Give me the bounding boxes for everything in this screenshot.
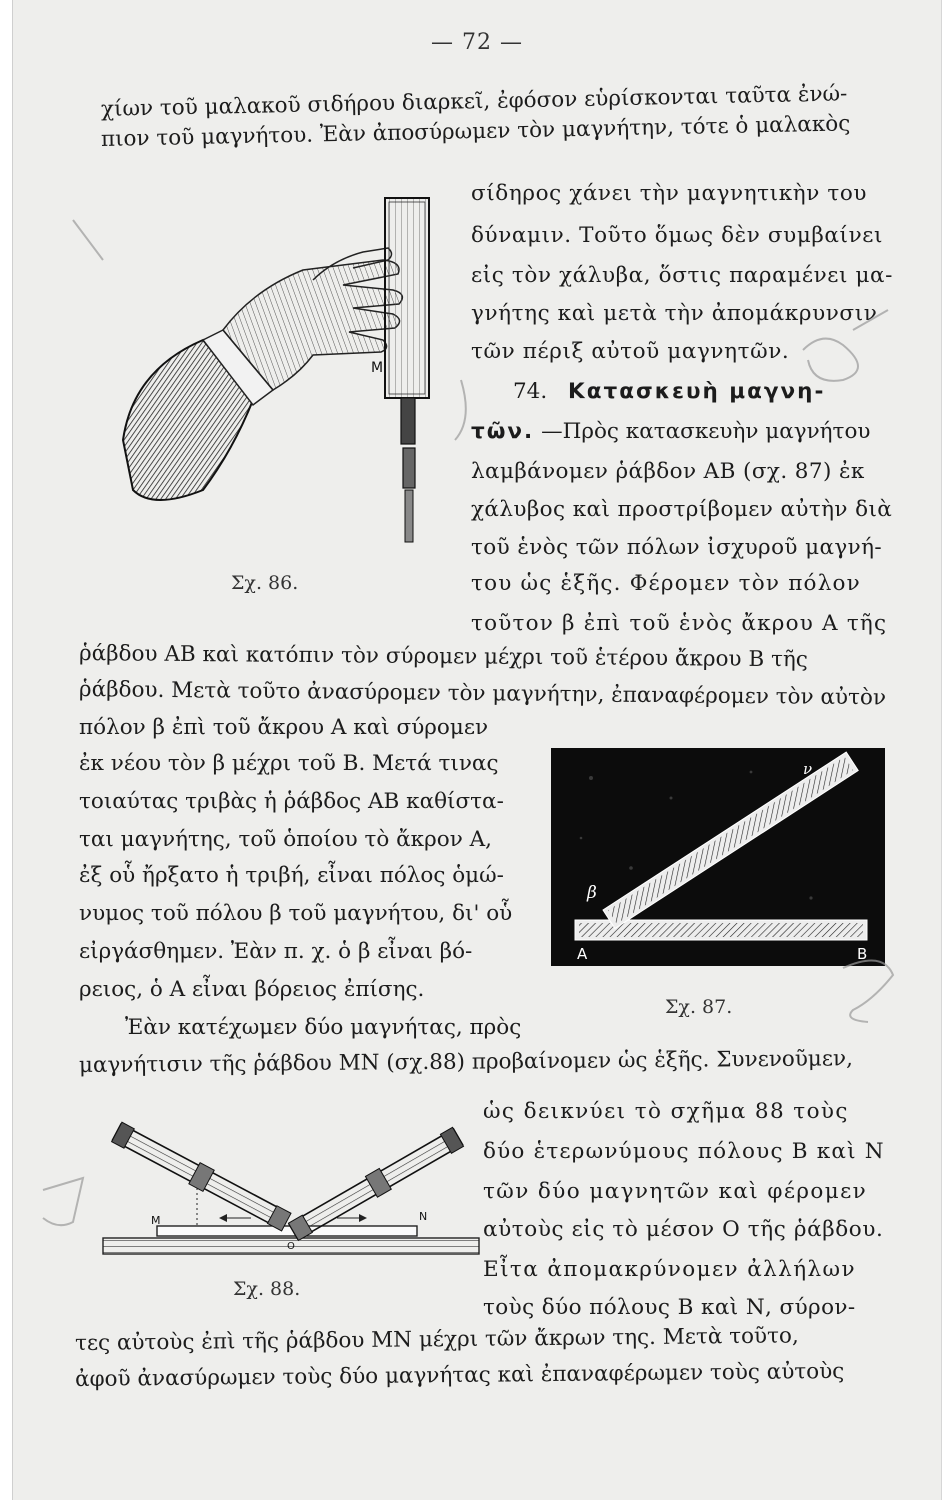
text-line: τοὺς δύο πόλους Β καὶ Ν, σύρον-: [483, 1295, 856, 1320]
text-line: ῥάβδου ΑΒ καὶ κατόπιν τὸν σύρομεν μέχρι τοῦ ἑτέρου ἄκρου Β τῆς: [78, 641, 808, 673]
text-line: γνήτης καὶ μετὰ τὴν ἀπομάκρυνσιν: [471, 301, 878, 326]
figure-87-caption: Σχ. 87.: [665, 996, 733, 1018]
figure-88-label-n: N: [419, 1210, 428, 1223]
text-line: δύο ἑτερωνύμους πόλους Β καὶ Ν: [483, 1139, 885, 1164]
text-line: δύναμιν. Τοῦτο ὅμως δὲν συμβαίνει: [471, 223, 884, 248]
text-line: ἀφοῦ ἀνασύρωμεν τοὺς δύο μαγνήτας καὶ ἐπαναφέρωμεν τοὺς αὐτοὺς: [74, 1358, 845, 1392]
text-line: εἰργάσθημεν. Ἐὰν π. χ. ὁ β εἶναι βό-: [79, 939, 473, 964]
text-line: του ὡς ἑξῆς. Φέρομεν τὸν πόλον: [471, 571, 861, 596]
section-title: Κατασκευὴ μαγνη-: [568, 379, 826, 404]
text-line: χάλυβος καὶ προστρίβομεν αὐτὴν διὰ: [471, 497, 893, 522]
text-line: λαμβάνομεν ῥάβδον ΑΒ (σχ. 87) ἐκ: [471, 459, 865, 484]
text-line: νυμος τοῦ πόλου β τοῦ μαγνήτου, δι' οὗ: [79, 901, 513, 926]
text-line: ἐξ οὗ ἤρξατο ἡ τριβή, εἶναι πόλος ὁμώ-: [79, 863, 504, 888]
book-page: [12, 0, 942, 1500]
text-line: τῶν δύο μαγνητῶν καὶ φέρομεν: [483, 1179, 868, 1204]
text-line: ὡς δεικνύει τὸ σχῆμα 88 τοὺς: [483, 1099, 849, 1124]
section-title-end: τῶν.: [471, 419, 535, 444]
text-line: τῶν πέριξ αὐτοῦ μαγνητῶν.: [471, 339, 790, 364]
text-line: αὐτοὺς εἰς τὸ μέσον Ο τῆς ῥάβδου.: [483, 1217, 884, 1242]
text-line: τες αὐτοὺς ἐπὶ τῆς ῥάβδου ΜΝ μέχρι τῶν ἄκρων της. Μετὰ τοῦτο,: [74, 1323, 799, 1356]
page-number: — 72 —: [431, 30, 523, 55]
text-line: μαγνήτισιν τῆς ῥάβδου ΜΝ (σχ.88) προβαίνομεν ὡς ἑξῆς. Συνενοῦμεν,: [78, 1046, 853, 1078]
text-line: τοιαύτας τριβὰς ἡ ῥάβδος ΑΒ καθίστα-: [79, 789, 504, 814]
figure-88-label-m: M: [151, 1214, 161, 1227]
text-line: ρειος, ὁ Α εἶναι βόρειος ἐπίσης.: [79, 977, 425, 1002]
text-line: τῶν. —Πρὸς κατασκευὴν μαγνήτου: [471, 419, 871, 444]
section-number: 74.: [513, 379, 548, 404]
figure-86-caption: Σχ. 86.: [231, 572, 299, 594]
text-line: πόλον β ἐπὶ τοῦ ἄκρου Α καὶ σύρομεν: [79, 715, 489, 740]
text-line: πιον τοῦ μαγνήτου. Ἐὰν ἀποσύρωμεν τὸν μαγνήτην, τότε ὁ μαλακὸς: [100, 111, 851, 152]
text-line: τοῦτον β ἐπὶ τοῦ ἑνὸς ἄκρου Α τῆς: [471, 611, 888, 636]
text-line: χίων τοῦ μαλακοῦ σιδήρου διαρκεῖ, ἐφόσον εὑρίσκονται ταῦτα ἐνώ-: [100, 81, 848, 122]
figure-87-label-beta: β: [587, 883, 597, 903]
text-line: τοῦ ἑνὸς τῶν πόλων ἰσχυροῦ μαγνή-: [471, 535, 883, 560]
text-line: ἐκ νέου τὸν β μέχρι τοῦ Β. Μετά τινας: [79, 751, 499, 776]
figure-87-label-a: A: [577, 945, 588, 963]
figure-88-label-o: O: [287, 1241, 295, 1252]
pencil-marginalia: [13, 0, 941, 1500]
figure-86-label-m: Μ: [371, 360, 384, 376]
text-line: ται μαγνήτης, τοῦ ὁποίου τὸ ἄκρον Α,: [79, 827, 492, 852]
text-line: ῥάβδου. Μετὰ τοῦτο ἀνασύρομεν τὸν μαγνήτην, ἐπαναφέρομεν τὸν αὐτὸν: [78, 677, 887, 711]
text-line: εἰς τὸν χάλυβα, ὅστις παραμένει μα-: [471, 263, 894, 288]
figure-87-label-b: B: [857, 945, 868, 963]
text-line: Εἶτα ἀπομακρύνομεν ἀλλήλων: [483, 1257, 856, 1282]
text-line: σίδηρος χάνει τὴν μαγνητικὴν του: [471, 181, 868, 206]
figure-87-label-nu: ν: [803, 760, 813, 778]
figure-88-caption: Σχ. 88.: [233, 1278, 301, 1300]
text-line: Ἐὰν κατέχωμεν δύο μαγνήτας, πρὸς: [125, 1015, 522, 1040]
